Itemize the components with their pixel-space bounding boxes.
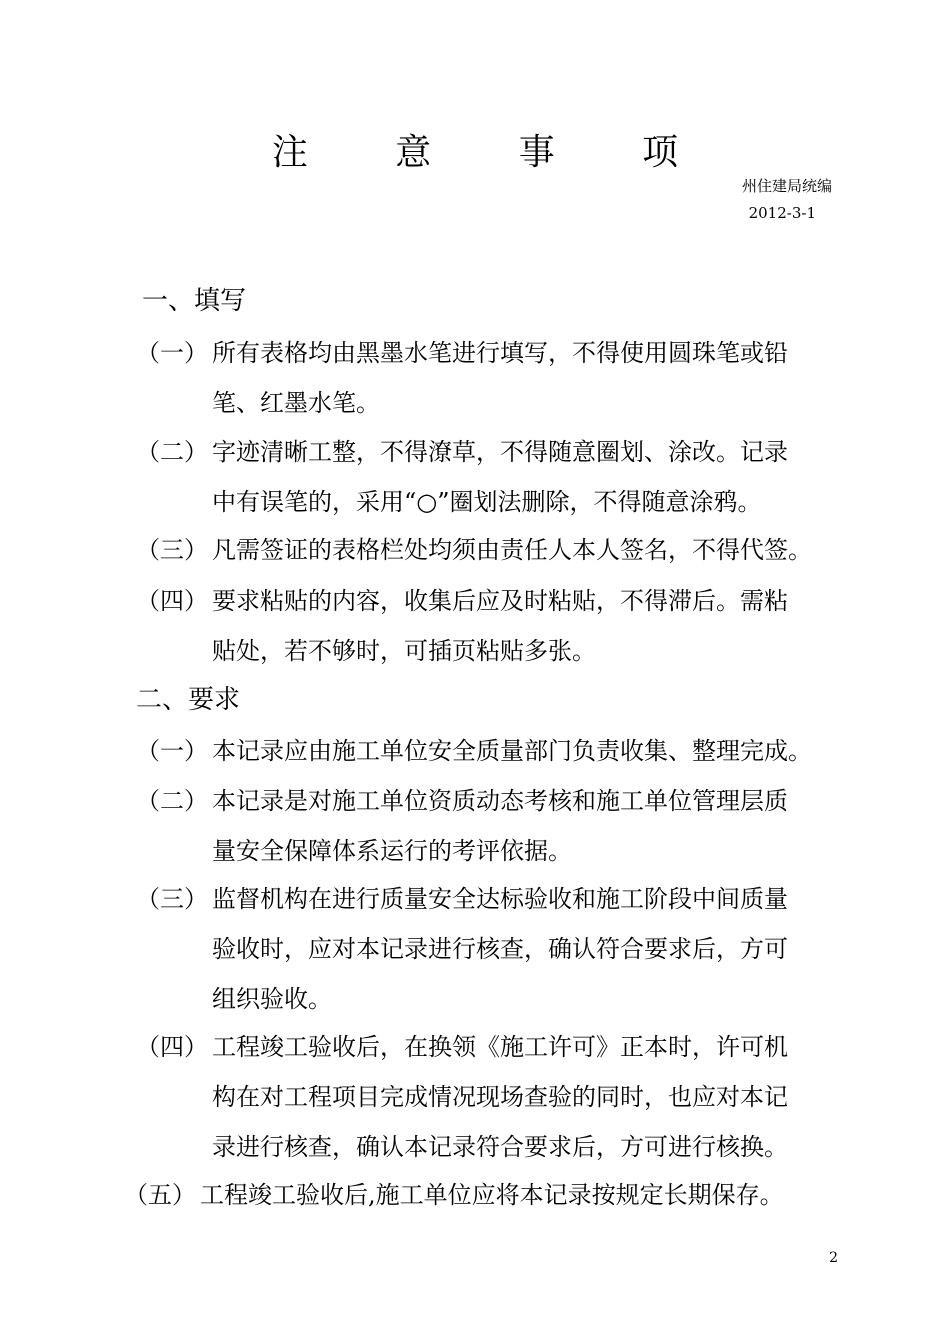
- list-item: [136, 1030, 856, 1180]
- item-number: （一）: [136, 737, 208, 765]
- item-text-continued: 验收时，应对本记录进行核查，确认符合要求后，方可: [212, 935, 788, 963]
- item-text: 本记录应由施工单位安全质量部门负责收集、整理完成。: [212, 737, 812, 765]
- list-item: [136, 435, 856, 535]
- item-number: （五）: [124, 1181, 196, 1209]
- item-text: 所有表格均由黑墨水笔进行填写，不得使用圆珠笔或铅: [212, 339, 788, 367]
- item-text-continued: 录进行核查，确认本记录符合要求后，方可进行核换。: [212, 1133, 788, 1161]
- item-text: 工程竣工验收后，在换领《施工许可》正本时，许可机: [212, 1033, 788, 1061]
- item-text-continued: 组织验收。: [212, 985, 332, 1013]
- item-number: （三）: [136, 536, 208, 564]
- item-number: （三）: [136, 885, 208, 913]
- list-item: [136, 533, 856, 583]
- page-title: 注 意 事 项: [271, 132, 717, 173]
- issue-date: 2012-3-1: [748, 204, 816, 222]
- item-text-continued: 构在对工程项目完成情况现场查验的同时，也应对本记: [212, 1083, 788, 1111]
- item-number: （四）: [136, 1033, 208, 1061]
- item-text-continued: 中有误笔的，采用“○”圈划法删除，不得随意涂鸦。: [212, 488, 762, 516]
- item-text: 本记录是对施工单位资质动态考核和施工单位管理层质: [212, 787, 788, 815]
- item-number: （二）: [136, 787, 208, 815]
- item-text-continued: 贴处，若不够时，可插页粘贴多张。: [212, 637, 596, 665]
- item-text-continued: 量安全保障体系运行的考评依据。: [212, 837, 572, 865]
- list-item: [136, 336, 856, 436]
- item-text: 工程竣工验收后,施工单位应将本记录按规定长期保存。: [200, 1181, 784, 1209]
- item-number: （一）: [136, 339, 208, 367]
- list-item: [136, 734, 856, 784]
- section-heading-fill: 一、填写: [142, 286, 247, 316]
- item-text: 监督机构在进行质量安全达标验收和施工阶段中间质量: [212, 885, 788, 913]
- item-text: 要求粘贴的内容，收集后应及时粘贴，不得滞后。需粘: [212, 587, 788, 615]
- page-number: 2: [829, 1250, 838, 1266]
- item-number: （四）: [136, 587, 208, 615]
- issuer-label: 州住建局统编: [741, 177, 832, 195]
- item-text: 字迹清晰工整，不得潦草，不得随意圈划、涂改。记录: [212, 438, 788, 466]
- list-item: [136, 882, 856, 1032]
- item-text-continued: 笔、红墨水笔。: [212, 389, 380, 417]
- list-item: [124, 1178, 844, 1228]
- section-heading-requirements: 二、要求: [136, 685, 241, 715]
- list-item: [136, 584, 856, 684]
- item-number: （二）: [136, 438, 208, 466]
- item-text: 凡需签证的表格栏处均须由责任人本人签名，不得代签。: [212, 536, 812, 564]
- list-item: [136, 784, 856, 884]
